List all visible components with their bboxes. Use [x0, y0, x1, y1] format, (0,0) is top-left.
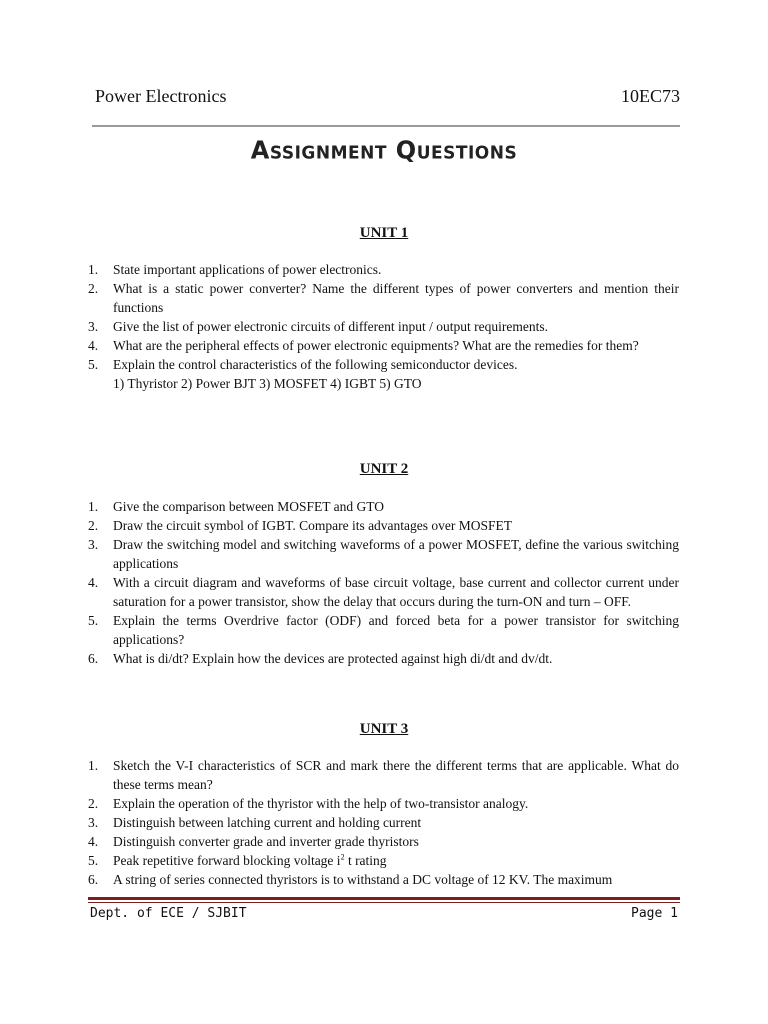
question-item: 6. What is di/dt? Explain how the devices are protected against high di/dt and dv/dt.	[88, 651, 553, 666]
unit-2-questions	[88, 497, 679, 668]
header-code: 10EC73	[620, 86, 680, 106]
question-item: 4. What are the peripheral effects of power electronic equipments? What are the remedies for them?	[88, 338, 639, 353]
footer-rule	[88, 897, 680, 900]
question-item: 2. Explain the operation of the thyristor with the help of two-transistor analogy.	[88, 796, 529, 811]
question-item: 1. Sketch the V-I characteristics of SCR and mark there the different terms that are applicable. What do these terms mean?	[88, 758, 679, 792]
footer-dept: Dept. of ECE / SJBIT	[90, 906, 247, 921]
question-item: 1. Give the comparison between MOSFET and GTO	[88, 499, 384, 514]
question-item: 1. State important applications of power electronics.	[88, 262, 382, 277]
question-item: 3. Draw the switching model and switching waveforms of a power MOSFET, define the various switching applications	[88, 537, 679, 571]
question-item: 4. Distinguish converter grade and inverter grade thyristors	[88, 834, 419, 849]
question-item: 3. Give the list of power electronic circuits of different input / output requirements.	[88, 319, 548, 334]
question-item: 2. What is a static power converter? Name the different types of power converters and mention their functions	[88, 281, 679, 315]
question-item: 6. A string of series connected thyristors is to withstand a DC voltage of 12 KV. The maximum	[88, 872, 613, 887]
question-item: 5. Explain the terms Overdrive factor (ODF) and forced beta for a power transistor for switching applications?	[88, 613, 679, 647]
question-item: 4. With a circuit diagram and waveforms of base circuit voltage, base current and collector current under saturation for a power transistor, show the delay that occurs during the turn-ON and turn – OFF.	[88, 575, 679, 609]
question-item: 5. Peak repetitive forward blocking voltage $i^2$ t rating	[88, 852, 387, 868]
question-item: 2. Draw the circuit symbol of IGBT. Compare its advantages over MOSFET	[88, 518, 513, 533]
footer-page-number: Page 1	[631, 906, 678, 921]
unit-1-questions	[88, 260, 679, 393]
question-item: 5. Explain the control characteristics of the following semiconductor devices.	[88, 357, 518, 372]
header-subject: Power Electronics	[95, 86, 227, 106]
unit-3-title: UNIT 3	[359, 721, 409, 737]
unit-3-questions	[88, 756, 679, 889]
question-item: 3. Distinguish between latching current and holding current	[88, 815, 422, 830]
device-list-item: 1) Thyristor 2) Power BJT 3) MOSFET 4) IGBT 5) GTO	[113, 376, 422, 391]
unit-2-title: UNIT 2	[359, 461, 409, 477]
unit-1-title: UNIT 1	[359, 225, 409, 241]
header-rule	[92, 125, 680, 127]
footer-rule-thin	[88, 902, 680, 903]
page-title: Assignment Questions	[250, 135, 518, 165]
